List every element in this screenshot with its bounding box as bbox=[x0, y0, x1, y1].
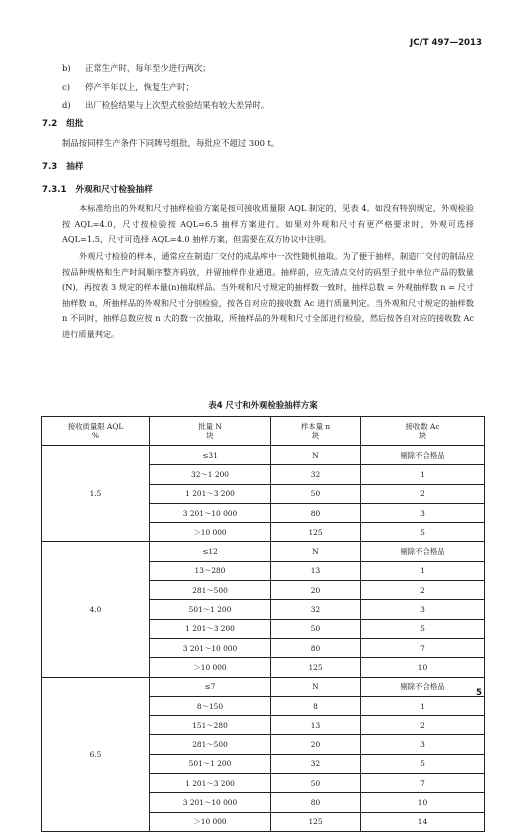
batch-size-cell: ＞10 000 bbox=[150, 523, 271, 542]
acceptance-number-cell: 10 bbox=[361, 793, 485, 812]
sample-size-cell: 125 bbox=[271, 812, 361, 831]
acceptance-number-cell: 3 bbox=[361, 735, 485, 754]
batch-size-cell: 8～150 bbox=[150, 696, 271, 715]
section-title: 外观和尺寸检验抽样 bbox=[75, 185, 153, 195]
acceptance-number-cell: 3 bbox=[361, 600, 485, 619]
header-aql: 接收质量限 AQL % bbox=[42, 417, 150, 446]
acceptance-number-cell: 2 bbox=[361, 581, 485, 600]
acceptance-number-cell: 2 bbox=[361, 484, 485, 503]
sample-size-cell: 20 bbox=[271, 735, 361, 754]
section-title: 组批 bbox=[66, 119, 84, 129]
acceptance-number-cell: 剔除不合格品 bbox=[361, 542, 485, 561]
batch-size-cell: 281～500 bbox=[150, 581, 271, 600]
sample-size-cell: 125 bbox=[271, 523, 361, 542]
acceptance-number-cell: 剔除不合格品 bbox=[361, 677, 485, 696]
list-item bbox=[62, 63, 211, 74]
sample-size-cell: N bbox=[271, 446, 361, 465]
sample-size-cell: 13 bbox=[271, 561, 361, 580]
table-row bbox=[42, 677, 485, 696]
acceptance-number-cell: 5 bbox=[361, 619, 485, 638]
sample-size-cell: 8 bbox=[271, 696, 361, 715]
header-sample-size: 样本量 n 块 bbox=[271, 417, 361, 446]
sample-size-cell: 20 bbox=[271, 581, 361, 600]
acceptance-number-cell: 14 bbox=[361, 812, 485, 831]
sample-size-cell: 125 bbox=[271, 658, 361, 677]
header-batch-size: 批量 N 块 bbox=[150, 417, 271, 446]
list-text: 停产半年以上，恢复生产时； bbox=[85, 82, 194, 92]
aql-cell: 4.0 bbox=[42, 542, 150, 677]
acceptance-number-cell: 10 bbox=[361, 658, 485, 677]
aql-cell: 1.5 bbox=[42, 446, 150, 542]
sample-size-cell: 50 bbox=[271, 484, 361, 503]
acceptance-number-cell: 7 bbox=[361, 638, 485, 657]
sample-size-cell: 32 bbox=[271, 465, 361, 484]
batch-size-cell: 3 201～10 000 bbox=[150, 793, 271, 812]
list-marker: b) bbox=[62, 63, 71, 73]
section-7-2-body: 制品按同样生产条件下同牌号组批，每批应不超过 300 t。 bbox=[62, 138, 280, 148]
batch-size-cell: ≤7 bbox=[150, 677, 271, 696]
table-row bbox=[42, 446, 485, 465]
batch-size-cell: 1 201～3 200 bbox=[150, 619, 271, 638]
sample-size-cell: 80 bbox=[271, 793, 361, 812]
acceptance-number-cell: 5 bbox=[361, 523, 485, 542]
batch-size-cell: 151～280 bbox=[150, 716, 271, 735]
batch-size-cell: 501～1 200 bbox=[150, 600, 271, 619]
table-header-row bbox=[42, 417, 485, 446]
sample-size-cell: 13 bbox=[271, 716, 361, 735]
acceptance-number-cell: 2 bbox=[361, 716, 485, 735]
section-7-3-1-heading bbox=[42, 183, 153, 195]
acceptance-number-cell: 7 bbox=[361, 774, 485, 793]
batch-size-cell: 501～1 200 bbox=[150, 754, 271, 773]
batch-size-cell: 13～280 bbox=[150, 561, 271, 580]
list-text: 出厂检验结果与上次型式检验结果有较大差异时。 bbox=[85, 100, 270, 110]
batch-size-cell: ＞10 000 bbox=[150, 812, 271, 831]
paragraph-sampling-procedure: 外观尺寸检验的样本，通常应在制造厂交付的成品库中一次性随机抽取。为了便于抽样，制造厂交付的制品应按品种规格和生产时间顺序整齐码放，并留抽样作业通道。抽样前，应先清点交付的码型子批中单位产品的数量(N)，再按表 3 规定的样本量(n)抽取样品。当外观和尺寸规定的抽样数一致时，抽样总数 = 外观抽样数 n = 尺寸抽样数 n，所抽样品的外观和尺寸分别检验，按各自对应的接收数 Ac 进行质量判定。当外观和尺寸规定的抽样数 n 不同时，抽样总数应按 n 大的数一次抽取，所抽样品的外观和尺寸全部进行检验，然后按各自对应的接收数 Ac 进行质量判定。 bbox=[62, 251, 474, 339]
sample-size-cell: N bbox=[271, 677, 361, 696]
aql-cell: 6.5 bbox=[42, 677, 150, 831]
sample-size-cell: 80 bbox=[271, 638, 361, 657]
acceptance-number-cell: 1 bbox=[361, 561, 485, 580]
sample-size-cell: N bbox=[271, 542, 361, 561]
sample-size-cell: 32 bbox=[271, 600, 361, 619]
page-number: 5 bbox=[476, 688, 482, 698]
batch-size-cell: 32～1 200 bbox=[150, 465, 271, 484]
batch-size-cell: ≤31 bbox=[150, 446, 271, 465]
sampling-plan-table bbox=[41, 416, 485, 832]
list-item bbox=[62, 82, 194, 93]
sample-size-cell: 50 bbox=[271, 619, 361, 638]
batch-size-cell: 3 201～10 000 bbox=[150, 638, 271, 657]
table-caption: 表4 尺寸和外观检验抽样方案 bbox=[208, 400, 318, 410]
section-title: 抽样 bbox=[66, 162, 84, 172]
header-acceptance-number: 接收数 Ac 块 bbox=[361, 417, 485, 446]
list-marker: d) bbox=[62, 100, 71, 110]
batch-size-cell: ＞10 000 bbox=[150, 658, 271, 677]
batch-size-cell: 281～500 bbox=[150, 735, 271, 754]
section-7-2-heading bbox=[42, 117, 83, 129]
standard-code: JC/T 497—2013 bbox=[410, 38, 482, 48]
batch-size-cell: ≤12 bbox=[150, 542, 271, 561]
section-7-3-heading bbox=[42, 160, 83, 172]
list-item bbox=[62, 100, 269, 111]
paragraph-aql-plan: 本标准给出的外观和尺寸抽样检验方案是按可接收质量限 AQL 制定的，见表 4。如没有特别规定，外观检验按 AQL=4.0，尺寸按检验按 AQL=6.5 抽样方案进行。如果对外观和尺寸有更严格要求时，外观可选择 AQL=1.5，尺寸可选择 AQL=4.0 抽样方案，但需要在双方协议中注明。 bbox=[62, 203, 474, 244]
acceptance-number-cell: 3 bbox=[361, 503, 485, 522]
section-number: 7.2 bbox=[42, 119, 58, 129]
acceptance-number-cell: 剔除不合格品 bbox=[361, 446, 485, 465]
sample-size-cell: 32 bbox=[271, 754, 361, 773]
batch-size-cell: 1 201～3 200 bbox=[150, 484, 271, 503]
list-marker: c) bbox=[62, 82, 70, 92]
sample-size-cell: 50 bbox=[271, 774, 361, 793]
batch-size-cell: 1 201～3 200 bbox=[150, 774, 271, 793]
sample-size-cell: 80 bbox=[271, 503, 361, 522]
table-row bbox=[42, 542, 485, 561]
acceptance-number-cell: 1 bbox=[361, 696, 485, 715]
acceptance-number-cell: 1 bbox=[361, 465, 485, 484]
batch-size-cell: 3 201～10 000 bbox=[150, 503, 271, 522]
acceptance-number-cell: 5 bbox=[361, 754, 485, 773]
list-text: 正常生产时，每年至少进行两次； bbox=[85, 63, 211, 73]
section-number: 7.3.1 bbox=[42, 185, 67, 195]
section-number: 7.3 bbox=[42, 162, 58, 172]
